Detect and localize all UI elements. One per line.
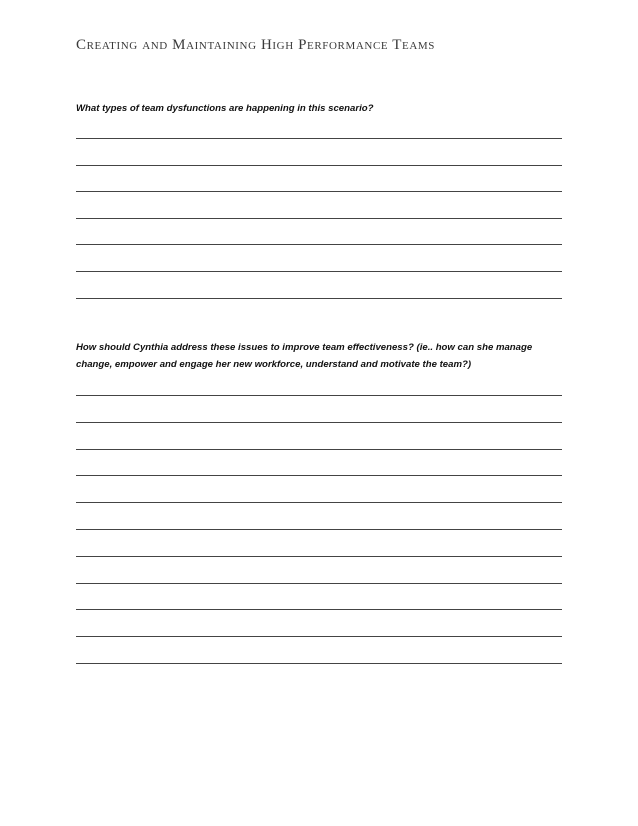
answer-line: [76, 663, 562, 664]
answer-line: [76, 395, 562, 396]
question-2: How should Cynthia address these issues to improve team effectiveness? (ie.. how can she manage change, empower and engage her new workforce, understand and motivate the team?): [76, 342, 533, 370]
question-1: What types of team dysfunctions are happening in this scenario?: [76, 103, 374, 114]
answer-line: [76, 529, 562, 530]
answer-line: [76, 138, 562, 139]
answer-line: [76, 583, 562, 584]
answer-lines-1: [76, 138, 562, 324]
answer-line: [76, 449, 562, 450]
answer-line: [76, 244, 562, 245]
answer-line: [76, 502, 562, 503]
answer-line: [76, 165, 562, 166]
answer-line: [76, 271, 562, 272]
answer-line: [76, 609, 562, 610]
answer-line: [76, 475, 562, 476]
answer-line: [76, 636, 562, 637]
page-title: Creating and Maintaining High Performance Teams: [76, 37, 436, 53]
answer-line: [76, 191, 562, 192]
answer-line: [76, 298, 562, 299]
answer-line: [76, 218, 562, 219]
answer-lines-2: [76, 395, 562, 690]
answer-line: [76, 422, 562, 423]
answer-line: [76, 556, 562, 557]
